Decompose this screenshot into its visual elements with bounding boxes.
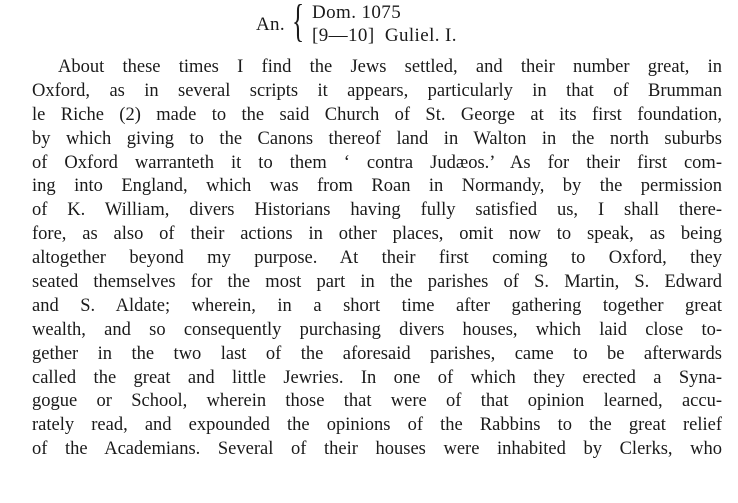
text-line: ing into England, which was from Roan in Normandy, by the permission: [32, 176, 722, 197]
text-line: and S. Aldate; wherein, in a short time after gathering together great: [32, 295, 722, 316]
running-head-year: Dom. 1075: [312, 2, 402, 23]
running-head-an: An.: [256, 14, 285, 35]
text-line: of the Academians. Several of their houses were inhabited by Clerks, who: [32, 439, 722, 460]
text-line: of Oxford warranteth it to them ‘ contra Judæos.’ As for their first com-: [32, 152, 722, 173]
running-head-brace: {: [292, 0, 305, 46]
text-line: Oxford, as in several scripts it appears, particularly in that of Brumman: [32, 80, 722, 101]
text-line: altogether beyond my purpose. At their first coming to Oxford, they: [32, 248, 722, 269]
body-paragraph: [32, 55, 722, 461]
text-line: gether in the two last of the aforesaid parishes, came to be afterwards: [32, 343, 722, 364]
text-line: le Riche (2) made to the said Church of St. George at its first foundation,: [32, 104, 722, 125]
text-line: wealth, and so consequently purchasing divers houses, which laid close to-: [32, 319, 722, 340]
text-line: called the great and little Jewries. In one of which they erected a Syna-: [32, 367, 722, 388]
text-line: About these times I find the Jews settled, and their number great, in: [58, 57, 722, 77]
text-line: seated themselves for the most part in the parishes of S. Martin, S. Edward: [32, 272, 722, 293]
running-head-reign: [9—10] Guliel. I.: [312, 25, 457, 46]
text-line: fore, as also of their actions in other places, omit now to speak, as being: [32, 224, 722, 245]
text-line: gogue or School, wherein those that were of that opinion learned, accu-: [32, 391, 722, 412]
text-line: rately read, and expounded the opinions of the Rabbins to the great relief: [32, 415, 722, 436]
running-head: [256, 2, 556, 52]
text-line: by which giving to the Canons thereof land in Walton in the north suburbs: [32, 128, 722, 149]
text-line: of K. William, divers Historians having fully satisfied us, I shall there-: [32, 200, 722, 221]
